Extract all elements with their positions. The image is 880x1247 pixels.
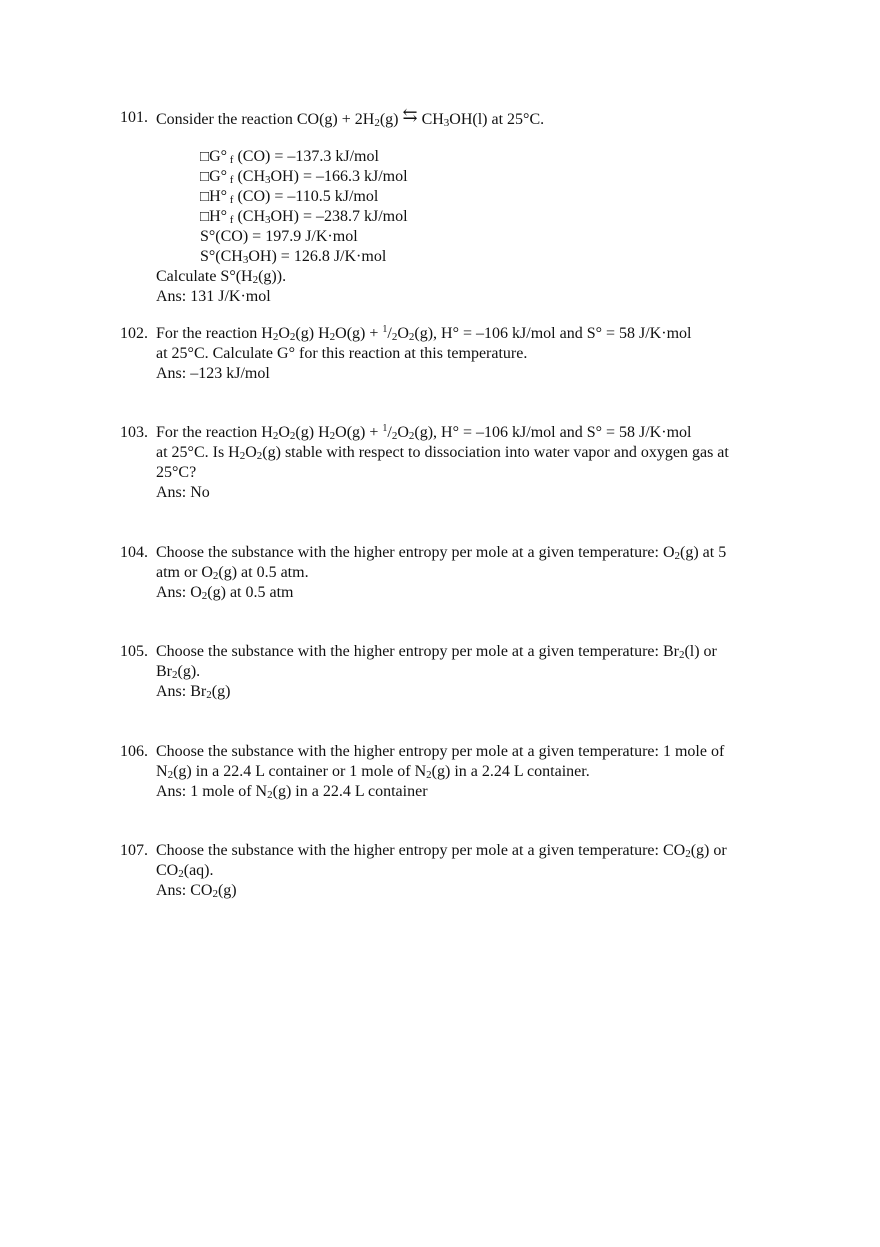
given-text: G° f (CH3OH) = –166.3 kJ/mol (209, 168, 408, 186)
question-number: 106. (120, 743, 148, 760)
answer-text: Ans: 131 J/K·mol (156, 288, 271, 305)
text-segment: For the reaction H2O2(g) H2O(g) + $^1$/2O2(g), H° = –106 kJ/mol and S° = 58 J/K·mol (156, 423, 692, 442)
text-segment: Choose the substance with the higher entropy per mole at a given temperature: 1 mole of (156, 743, 725, 760)
given-text: G° f (CO) = –137.3 kJ/mol (209, 148, 379, 166)
question-text (156, 742, 724, 762)
question-text (156, 841, 727, 862)
answer (156, 782, 428, 803)
question-text (156, 423, 691, 445)
question-text (156, 762, 590, 783)
answer-text: Ans: CO2(g) (156, 882, 237, 900)
text-segment: Consider the reaction CO(g) + 2H2(g) ⇆ CH3OH(l) at 25°C. (156, 105, 545, 129)
answer (156, 287, 271, 307)
question-text (156, 662, 200, 683)
answer (156, 881, 237, 902)
question-number: 107. (120, 842, 148, 859)
prompt-text: Calculate S°(H2(g)). (156, 268, 287, 286)
answer-text: Ans: No (156, 484, 210, 501)
given-value: □G° f (CH3OH) = –166.3 kJ/mol (200, 168, 408, 186)
question-text (156, 543, 726, 564)
answer-text: Ans: O2(g) at 0.5 atm (156, 584, 294, 602)
question-text (156, 324, 691, 346)
answer (156, 583, 293, 604)
question-text (156, 344, 527, 364)
question-text (156, 105, 545, 131)
text-segment: atm or O2(g) at 0.5 atm. (156, 564, 309, 582)
question-text (156, 463, 196, 483)
question-text (156, 861, 214, 882)
text-segment: at 25°C. Calculate G° for this reaction at this temperature. (156, 345, 528, 362)
text-segment: CO2(aq). (156, 862, 214, 880)
answer (156, 483, 210, 503)
text-segment: 25°C? (156, 464, 197, 481)
question-number: 101. (120, 109, 148, 126)
answer-text: Ans: –123 kJ/mol (156, 365, 270, 382)
answer (156, 682, 230, 703)
question-number: 105. (120, 643, 148, 660)
given-value: □G° f (CO) = –137.3 kJ/mol (200, 148, 379, 166)
question-text (156, 443, 729, 464)
given-value (200, 247, 386, 268)
question-number: 104. (120, 544, 148, 561)
given-value: □H° f (CH3OH) = –238.7 kJ/mol (200, 208, 408, 226)
text-segment: at 25°C. Is H2O2(g) stable with respect to dissociation into water vapor and oxygen gas at (156, 444, 729, 462)
text-segment: Choose the substance with the higher entropy per mole at a given temperature: Br2(l) or (156, 643, 717, 661)
text-segment: Choose the substance with the higher entropy per mole at a given temperature: O2(g) at 5 (156, 544, 727, 562)
given-text: S°(CH3OH) = 126.8 J/K·mol (200, 248, 387, 266)
text-segment: For the reaction H2O2(g) H2O(g) + $^1$/2O2(g), H° = –106 kJ/mol and S° = 58 J/K·mol (156, 324, 692, 343)
given-value: □H° f (CO) = –110.5 kJ/mol (200, 188, 379, 206)
question-prompt (156, 267, 286, 288)
given-value (200, 227, 358, 247)
question-number: 103. (120, 424, 148, 441)
question-text (156, 563, 309, 584)
given-text: S°(CO) = 197.9 J/K·mol (200, 228, 358, 245)
answer (156, 364, 270, 384)
given-text: H° f (CH3OH) = –238.7 kJ/mol (209, 208, 408, 226)
question-text (156, 642, 717, 663)
answer-text: Ans: 1 mole of N2(g) in a 22.4 L container (156, 783, 428, 801)
answer-text: Ans: Br2(g) (156, 683, 231, 701)
text-segment: N2(g) in a 22.4 L container or 1 mole of N2(g) in a 2.24 L container. (156, 763, 590, 781)
given-text: H° f (CO) = –110.5 kJ/mol (209, 188, 379, 206)
text-segment: Choose the substance with the higher entropy per mole at a given temperature: CO2(g) or (156, 842, 727, 860)
text-segment: Br2(g). (156, 663, 201, 681)
question-number: 102. (120, 325, 148, 342)
